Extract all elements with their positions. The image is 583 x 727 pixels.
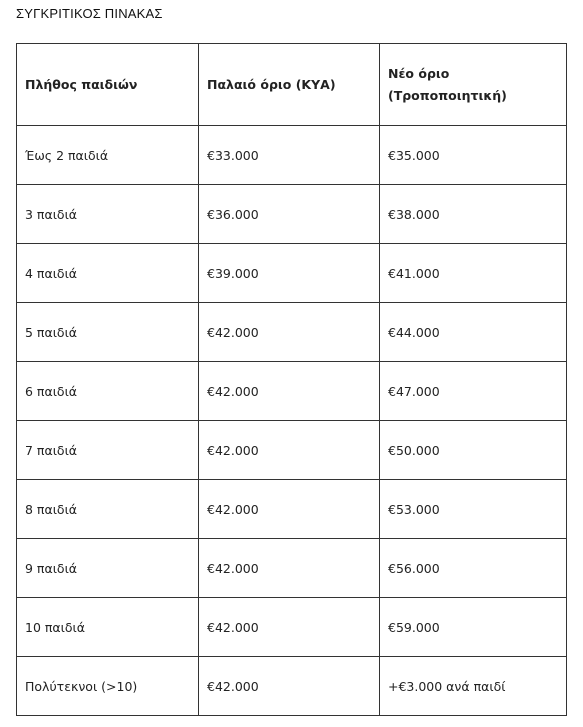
table-row <box>17 421 567 480</box>
table-row <box>17 244 567 303</box>
cell-new-limit: +€3.000 ανά παιδί <box>380 657 567 716</box>
cell-old-limit: €42.000 <box>199 421 380 480</box>
cell-new-limit: €59.000 <box>380 598 567 657</box>
cell-old-limit: €42.000 <box>199 362 380 421</box>
cell-new-limit: €41.000 <box>380 244 567 303</box>
cell-old-limit: €42.000 <box>199 539 380 598</box>
cell-old-limit: €42.000 <box>199 598 380 657</box>
table-row <box>17 539 567 598</box>
cell-old-limit: €42.000 <box>199 657 380 716</box>
cell-new-limit: €50.000 <box>380 421 567 480</box>
header-children-count: Πλήθος παιδιών <box>17 44 199 126</box>
cell-children-count: Πολύτεκνοι (>10) <box>17 657 199 716</box>
table-row <box>17 185 567 244</box>
table-row <box>17 657 567 716</box>
cell-old-limit: €39.000 <box>199 244 380 303</box>
cell-children-count: 4 παιδιά <box>17 244 199 303</box>
cell-new-limit: €53.000 <box>380 480 567 539</box>
cell-new-limit: €47.000 <box>380 362 567 421</box>
cell-new-limit: €56.000 <box>380 539 567 598</box>
page-title: ΣΥΓΚΡΙΤΙΚΟΣ ΠΙΝΑΚΑΣ <box>16 6 163 21</box>
cell-children-count: 7 παιδιά <box>17 421 199 480</box>
table-row <box>17 126 567 185</box>
cell-new-limit: €38.000 <box>380 185 567 244</box>
cell-old-limit: €42.000 <box>199 303 380 362</box>
cell-children-count: Έως 2 παιδιά <box>17 126 199 185</box>
table-row <box>17 362 567 421</box>
table-row <box>17 598 567 657</box>
cell-children-count: 9 παιδιά <box>17 539 199 598</box>
header-old-limit: Παλαιό όριο (ΚΥΑ) <box>199 44 380 126</box>
cell-children-count: 5 παιδιά <box>17 303 199 362</box>
cell-children-count: 6 παιδιά <box>17 362 199 421</box>
cell-children-count: 8 παιδιά <box>17 480 199 539</box>
cell-new-limit: €35.000 <box>380 126 567 185</box>
cell-children-count: 3 παιδιά <box>17 185 199 244</box>
table-row <box>17 480 567 539</box>
table-header-row <box>17 44 567 126</box>
cell-children-count: 10 παιδιά <box>17 598 199 657</box>
comparison-table <box>16 43 567 716</box>
cell-old-limit: €36.000 <box>199 185 380 244</box>
cell-old-limit: €33.000 <box>199 126 380 185</box>
cell-new-limit: €44.000 <box>380 303 567 362</box>
table-row <box>17 303 567 362</box>
header-new-limit: Νέο όριο (Τροποποιητική) <box>380 44 567 126</box>
cell-old-limit: €42.000 <box>199 480 380 539</box>
